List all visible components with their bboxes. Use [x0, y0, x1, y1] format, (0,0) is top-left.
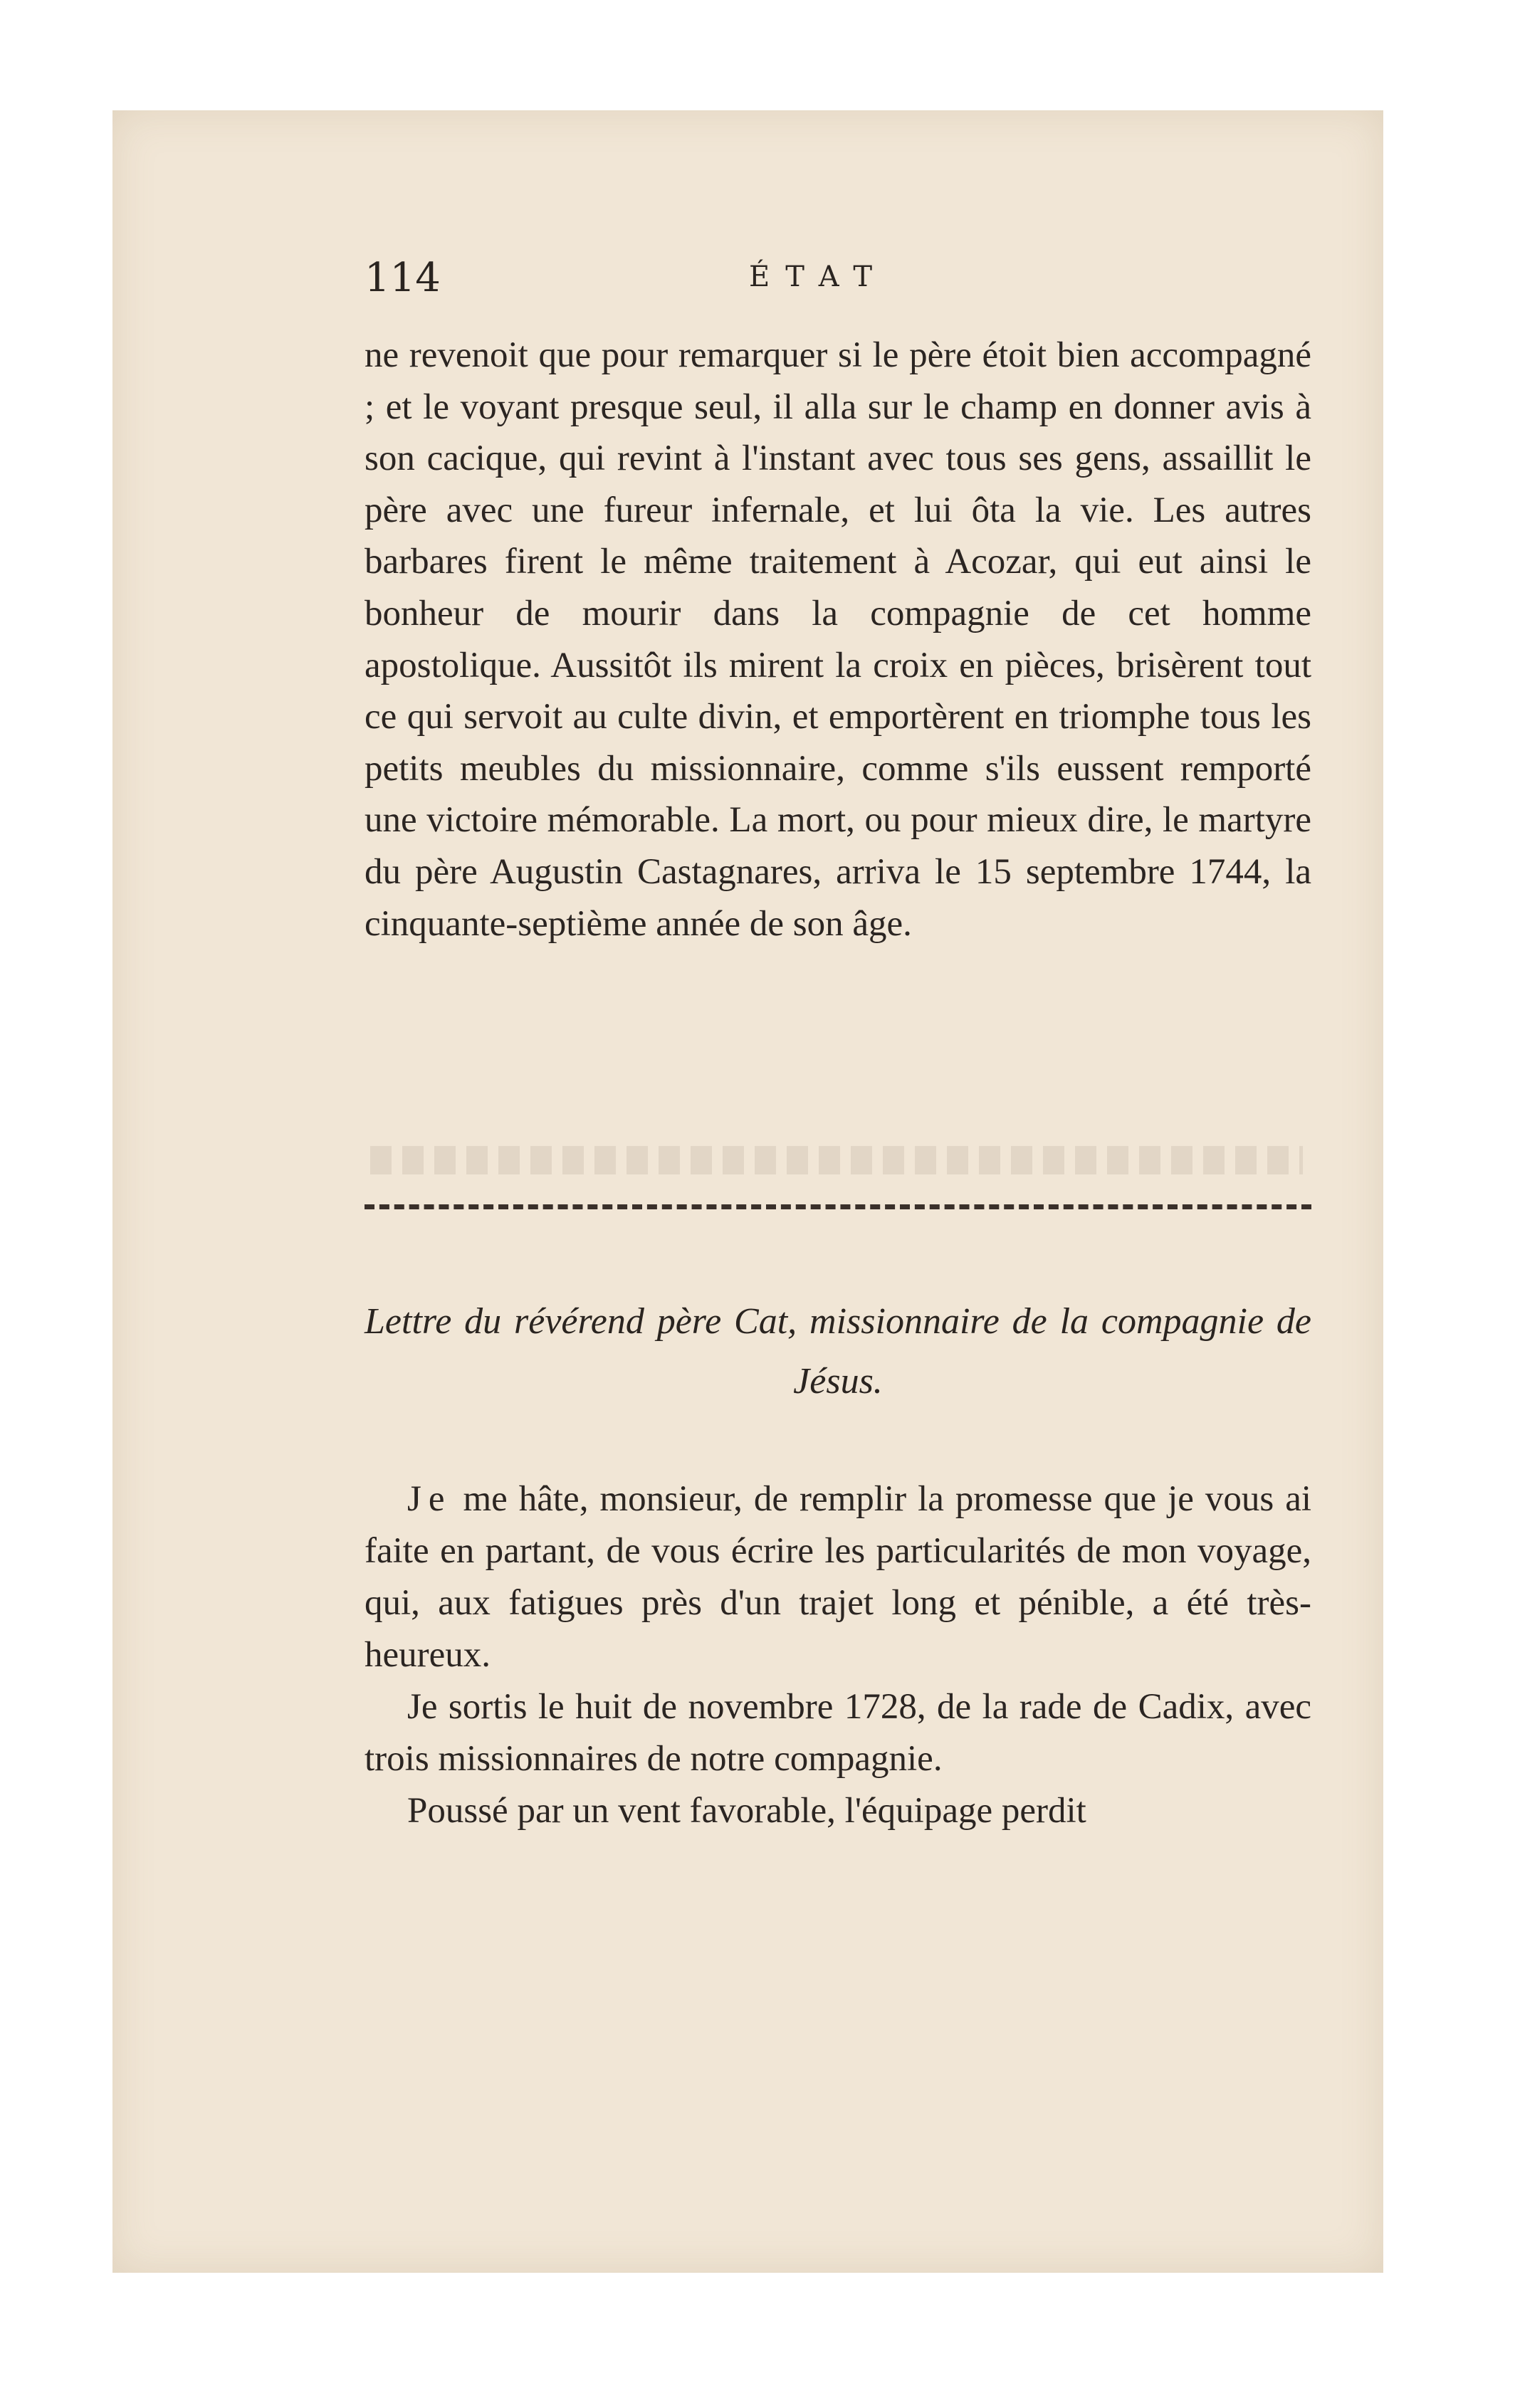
letter-paragraph-2: Je sortis le huit de novembre 1728, de la rade de Cadix, avec trois missionnaires de notre compagnie. — [365, 1687, 1311, 1779]
letter-title: Lettre du révérend père Cat, missionnaire de la compagnie de Jésus. — [365, 1301, 1311, 1402]
page-number: 114 — [365, 255, 441, 301]
letter-paragraph-3: Poussé par un vent favorable, l'équipage perdit — [407, 1791, 1086, 1831]
continued-paragraph: ne revenoit que pour remarquer si le père étoit bien accompagné ; et le voyant presque seul, il alla sur le champ en donner avis à son cacique, qui revint à l'instant avec tous ses gens, assaillit le père avec une fureur infernale, et lui ôta la vie. Les autres barbares firent le même traitement à Acozar, qui eut ainsi le bonheur de mourir dans la compagnie de cet homme apostolique. Aussitôt ils mirent la croix en pièces, brisèrent tout ce qui servoit au culte divin, et emportèrent en triomphe tous les petits meubles du missionnaire, comme s'ils eussent remporté une victoire mémorable. La mort, ou pour mieux dire, le martyre du père Augustin Castagnares, arriva le 15 septembre 1744, la cinquante-septième année de son âge. — [365, 335, 1311, 944]
initial-word: Je — [407, 1479, 452, 1519]
bleed-through-shadow — [370, 1146, 1303, 1174]
letter-body — [365, 1473, 1311, 1837]
page-header — [365, 255, 1311, 305]
letter-paragraph-1 — [365, 1473, 1311, 1681]
running-head: ÉTAT — [749, 261, 888, 293]
paragraph-1-text: me hâte, monsieur, de remplir la promesse que je vous ai faite en partant, de vous écrire les particularités de mon voyage, qui, aux fatigues près d'un trajet long et pénible, a été très-heureux. — [365, 1479, 1312, 1675]
section-divider — [365, 1204, 1311, 1209]
